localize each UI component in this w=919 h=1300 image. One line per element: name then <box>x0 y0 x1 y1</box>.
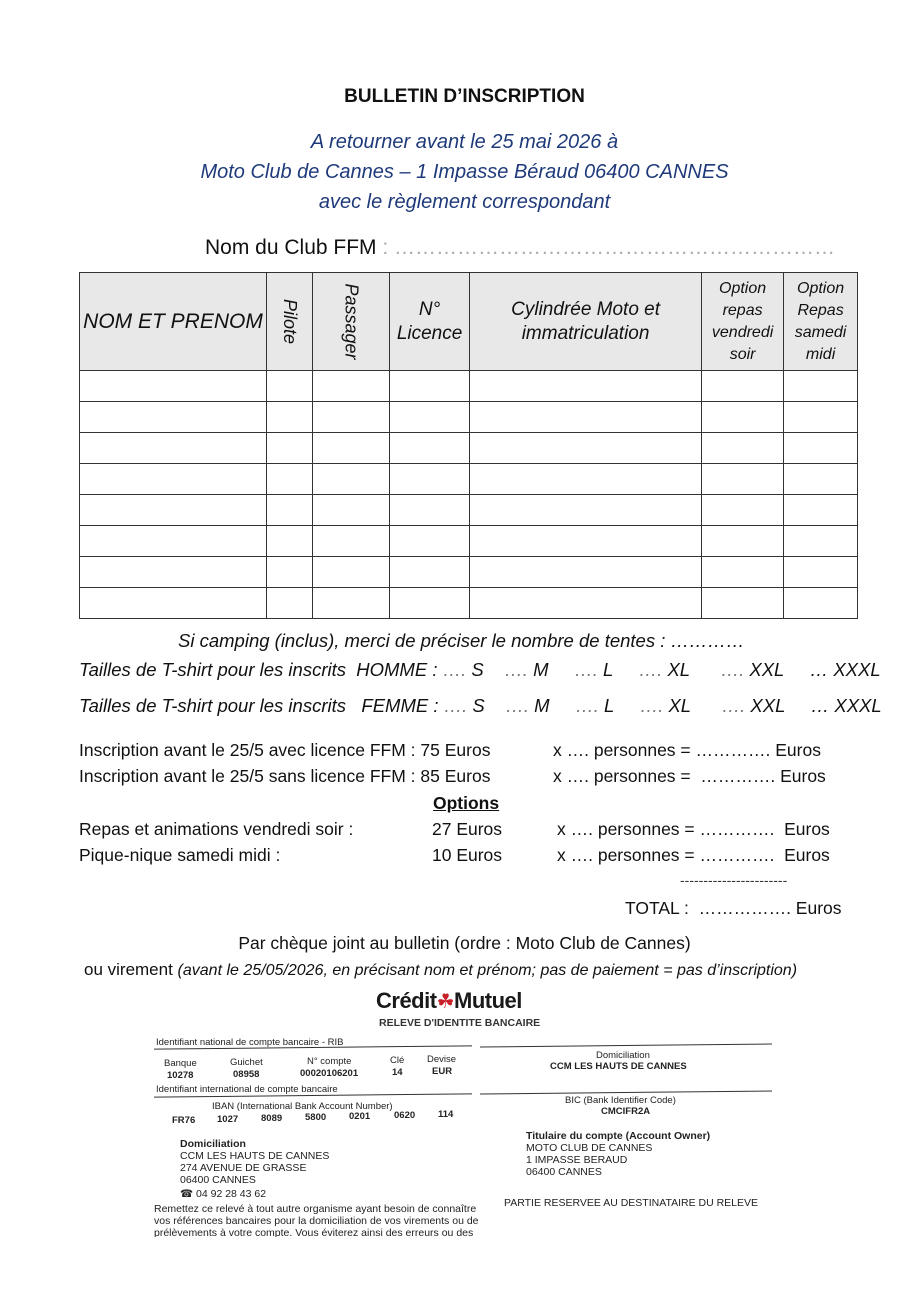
inscription-avec-label: Inscription avant le 25/5 avec licence FFM : 75 Euros <box>79 740 491 760</box>
repas-vendredi-label: Repas et animations vendredi soir : <box>79 819 354 839</box>
iban-part: 114 <box>438 1109 454 1120</box>
header-repas-samedi: Option Repas samedi midi <box>784 273 858 371</box>
pique-nique-price: 10 Euros <box>432 845 503 865</box>
header-nom: NOM ET PRENOM <box>80 273 267 371</box>
header-passager-text: Passager <box>341 283 362 360</box>
header-cylindree: Cylindrée Moto et immatriculation <box>470 273 702 371</box>
size-xxxl: XXXL <box>833 659 881 680</box>
bank-logo-icon: ☘ <box>436 991 454 1013</box>
club-field[interactable] <box>205 236 835 260</box>
size-xxxl: XXXL <box>834 695 882 716</box>
owner-line: MOTO CLUB DE CANNES <box>526 1142 653 1154</box>
size-xxl: XXL <box>749 659 784 680</box>
inscription-avec-calc[interactable]: x …. personnes = …………. Euros <box>553 740 821 760</box>
dom-line: 06400 CANNES <box>180 1174 256 1186</box>
subtitle-line-1: A retourner avant le 25 mai 2026 à <box>310 131 619 153</box>
tshirt-homme[interactable]: Tailles de T-shirt pour les inscrits HOMME : …. S …. M …. L …. XL …. XXL … XXXL <box>79 659 881 680</box>
rib-heading: RELEVE D'IDENTITE BANCAIRE <box>379 1017 541 1029</box>
col-banque: Banque <box>164 1058 197 1069</box>
size-s: S <box>471 659 484 680</box>
table-row[interactable] <box>80 588 858 619</box>
table-row[interactable] <box>80 371 858 402</box>
col-compte: N° compte <box>307 1056 352 1067</box>
tshirt-femme[interactable]: Tailles de T-shirt pour les inscrits FEMME : …. S …. M …. L …. XL …. XXL … XXXL <box>79 695 882 716</box>
club-dots: : ……………………………………………………… <box>376 236 836 259</box>
registration-table <box>79 272 858 619</box>
size-xl: XL <box>667 659 690 680</box>
dom-line: CCM LES HAUTS DE CANNES <box>180 1150 330 1162</box>
size-m: M <box>533 659 549 680</box>
bic-value: CMCIFR2A <box>601 1106 651 1117</box>
table-row[interactable] <box>80 433 858 464</box>
iban-part: 0620 <box>394 1110 416 1121</box>
bic-label: BIC (Bank Identifier Code) <box>565 1095 676 1106</box>
bank-name-1: Crédit <box>376 988 437 1013</box>
table-row[interactable] <box>80 526 858 557</box>
domiciliation-value: CCM LES HAUTS DE CANNES <box>550 1061 687 1072</box>
iban-part: 5800 <box>305 1112 327 1123</box>
note-line: Remettez ce relevé à tout autre organisme ayant besoin de connaître <box>154 1203 477 1215</box>
iban-part: FR76 <box>172 1115 196 1126</box>
payment-cheque: Par chèque joint au bulletin (ordre : Moto Club de Cannes) <box>238 933 691 953</box>
val-devise: EUR <box>432 1066 453 1077</box>
header-repas-vendredi: Option repas vendredi soir <box>702 273 784 371</box>
subtitle-line-2: Moto Club de Cannes – 1 Impasse Béraud 06400 CANNES <box>200 161 729 183</box>
payment-virement-prefix: ou virement <box>84 960 178 979</box>
header-licence: N° Licence <box>390 273 470 371</box>
val-guichet: 08958 <box>233 1069 260 1080</box>
col-devise: Devise <box>427 1054 457 1065</box>
payment-virement <box>84 960 797 980</box>
pique-nique-calc[interactable]: x …. personnes = …………. Euros <box>557 845 830 865</box>
dom-title: Domiciliation <box>180 1138 246 1150</box>
total-separator: ----------------------- <box>680 872 788 888</box>
header-pilote <box>267 273 313 371</box>
repas-vendredi-price: 27 Euros <box>432 819 503 839</box>
rib-block <box>150 985 780 1245</box>
val-cle: 14 <box>392 1067 403 1078</box>
tshirt-homme-label: Tailles de T-shirt pour les inscrits HOMME : <box>79 659 443 680</box>
col-guichet: Guichet <box>230 1057 263 1068</box>
domiciliation-label: Domiciliation <box>596 1050 650 1061</box>
iban-part: 0201 <box>349 1111 371 1122</box>
iban-label: IBAN (International Bank Account Number) <box>212 1101 393 1112</box>
repas-vendredi-calc[interactable]: x …. personnes = …………. Euros <box>557 819 830 839</box>
size-l: L <box>604 695 614 716</box>
table-row[interactable] <box>80 402 858 433</box>
iban-part: 1027 <box>217 1114 239 1125</box>
inscription-sans-label: Inscription avant le 25/5 sans licence FFM : 85 Euros <box>79 766 491 786</box>
reserved-label: PARTIE RESERVEE AU DESTINATAIRE DU RELEVE <box>504 1197 759 1209</box>
table-body <box>80 371 858 619</box>
size-s: S <box>472 695 485 716</box>
note-line: prélèvements à votre compte. Vous éviterez ainsi des erreurs ou des <box>154 1227 474 1237</box>
bank-logo <box>376 988 522 1014</box>
subtitle-line-3: avec le règlement correspondant <box>318 191 611 213</box>
owner-line: 06400 CANNES <box>526 1166 602 1178</box>
val-banque: 10278 <box>167 1070 194 1081</box>
payment-virement-note: (avant le 25/05/2026, en précisant nom et prénom; pas de paiement = pas d’inscription) <box>177 962 798 979</box>
phone <box>180 1188 266 1200</box>
phone-icon: ☎ <box>180 1188 194 1200</box>
total-line[interactable]: TOTAL : ……………. Euros <box>625 898 842 918</box>
size-xxl: XXL <box>750 695 786 716</box>
table-row[interactable] <box>80 464 858 495</box>
rib-title: Identifiant national de compte bancaire - RIB <box>156 1037 344 1048</box>
size-m: M <box>534 695 550 716</box>
phone-number: 04 92 28 43 62 <box>196 1188 267 1200</box>
club-label: Nom du Club FFM <box>205 236 377 259</box>
col-cle: Clé <box>390 1055 405 1066</box>
val-compte: 00020106201 <box>300 1068 359 1079</box>
size-xl: XL <box>668 695 691 716</box>
header-passager <box>313 273 390 371</box>
size-l: L <box>602 659 613 680</box>
camping-line[interactable]: Si camping (inclus), merci de préciser le nombre de tentes : ………… <box>178 630 745 651</box>
owner-title: Titulaire du compte (Account Owner) <box>526 1130 711 1142</box>
page-title: BULLETIN D’INSCRIPTION <box>344 86 585 107</box>
owner-line: 1 IMPASSE BERAUD <box>526 1154 628 1166</box>
note-line: vos références bancaires pour la domiciliation de vos virements ou de <box>154 1215 479 1227</box>
tshirt-femme-label: Tailles de T-shirt pour les inscrits FEMME : <box>79 695 444 716</box>
iban-part: 8089 <box>261 1113 283 1124</box>
options-title: Options <box>433 793 500 813</box>
header-pilote-text: Pilote <box>280 298 301 345</box>
dom-line: 274 AVENUE DE GRASSE <box>180 1162 307 1174</box>
intl-title: Identifiant international de compte bancaire <box>156 1084 338 1095</box>
pique-nique-label: Pique-nique samedi midi : <box>79 845 281 865</box>
bank-name-2: Mutuel <box>454 988 522 1013</box>
inscription-sans-calc[interactable]: x …. personnes = …………. Euros <box>553 766 826 786</box>
table-row[interactable] <box>80 495 858 526</box>
table-row[interactable] <box>80 557 858 588</box>
